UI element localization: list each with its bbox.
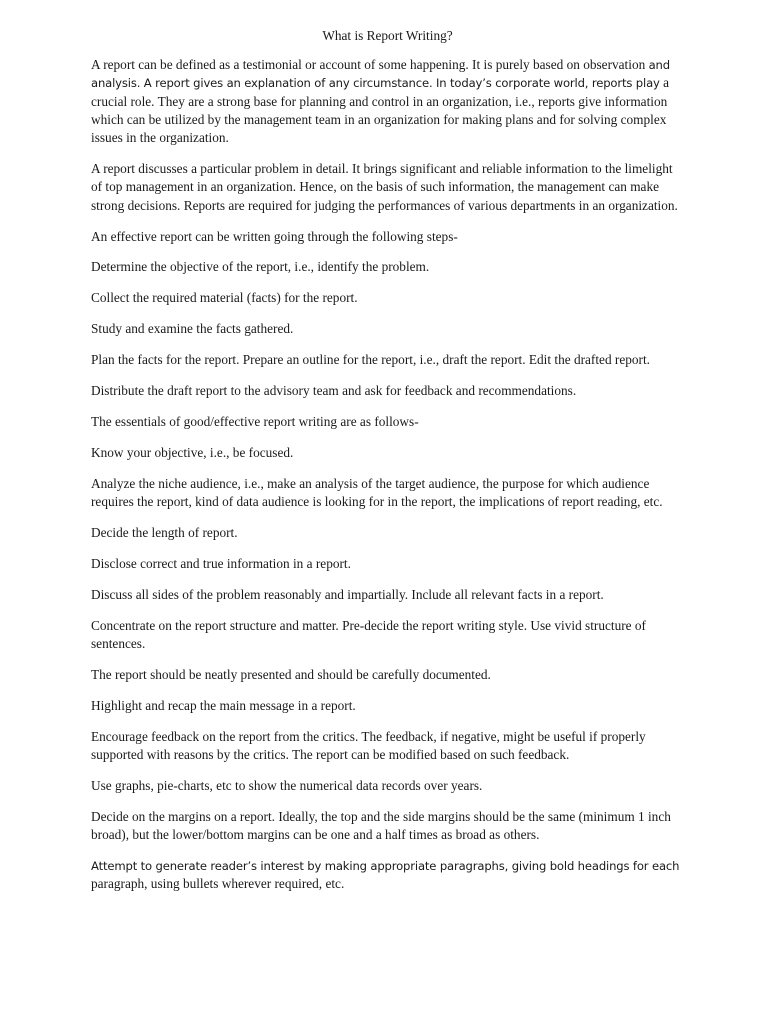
paragraph-definition	[91, 56, 684, 147]
paragraph-steps-intro: An effective report can be written going through the following steps-	[91, 228, 458, 244]
step-item: Determine the objective of the report, i.e., identify the problem.	[91, 259, 430, 275]
paragraph-essentials-intro: The essentials of good/effective report writing are as follows-	[91, 413, 419, 429]
essential-item	[91, 857, 684, 894]
essential-item: Disclose correct and true information in a report.	[91, 555, 351, 571]
paragraph-text-sans: Attempt to generate reader’s interest by making appropriate paragraphs, giving bold headings for each	[91, 858, 680, 873]
essential-item: Encourage feedback on the report from the critics. The feedback, if negative, might be useful if properly supported with reasons by the critics. The report can be modified based on such feedback.	[91, 728, 646, 762]
paragraph-text: paragraph, using bullets wherever required, etc.	[91, 876, 345, 892]
paragraph-text: A report can be defined as a testimonial or account of some happening. It is purely based on observation	[91, 57, 649, 72]
paragraph-text: a crucial role. They are a strong base for planning and control in an organization, i.e., reports give information which can be utilized by the management team in an organization for making plans and for solving complex issues in the organization.	[91, 75, 669, 146]
step-item: Plan the facts for the report. Prepare an outline for the report, i.e., draft the report. Edit the drafted report.	[91, 352, 650, 368]
essential-item: Discuss all sides of the problem reasonably and impartially. Include all relevant facts in a report.	[91, 586, 604, 602]
step-item: Collect the required material (facts) for the report.	[91, 290, 358, 306]
page-title: What is Report Writing?	[322, 28, 453, 43]
essential-item: The report should be neatly presented and should be carefully documented.	[91, 666, 491, 682]
step-item: Distribute the draft report to the advisory team and ask for feedback and recommendations.	[91, 383, 577, 399]
essential-item: Highlight and recap the main message in a report.	[91, 697, 356, 713]
essential-item: Use graphs, pie-charts, etc to show the numerical data records over years.	[91, 777, 483, 793]
essential-item: Know your objective, i.e., be focused.	[91, 444, 294, 460]
essential-item: Decide the length of report.	[91, 524, 238, 540]
paragraph-discussion: A report discusses a particular problem in detail. It brings significant and reliable information to the limelight of top management in an organization. Hence, on the basis of such information, the management can make strong decisions. Reports are required for judging the performances of various departments in an organization.	[91, 161, 678, 213]
step-item: Study and examine the facts gathered.	[91, 321, 294, 337]
essential-item: Decide on the margins on a report. Ideally, the top and the side margins should be the same (minimum 1 inch broad), but the lower/bottom margins can be one and a half times as broad as others.	[91, 808, 671, 842]
essential-item: Analyze the niche audience, i.e., make an analysis of the target audience, the purpose for which audience requires the report, kind of data audience is looking for in the report, the implications of report reading, etc.	[91, 475, 663, 509]
essential-item: Concentrate on the report structure and matter. Pre-decide the report writing style. Use vivid structure of sentences.	[91, 617, 646, 651]
paragraph-text-sans: and analysis. A report gives an explanation of any circumstance. In today’s corporate world, reports play	[91, 58, 670, 91]
